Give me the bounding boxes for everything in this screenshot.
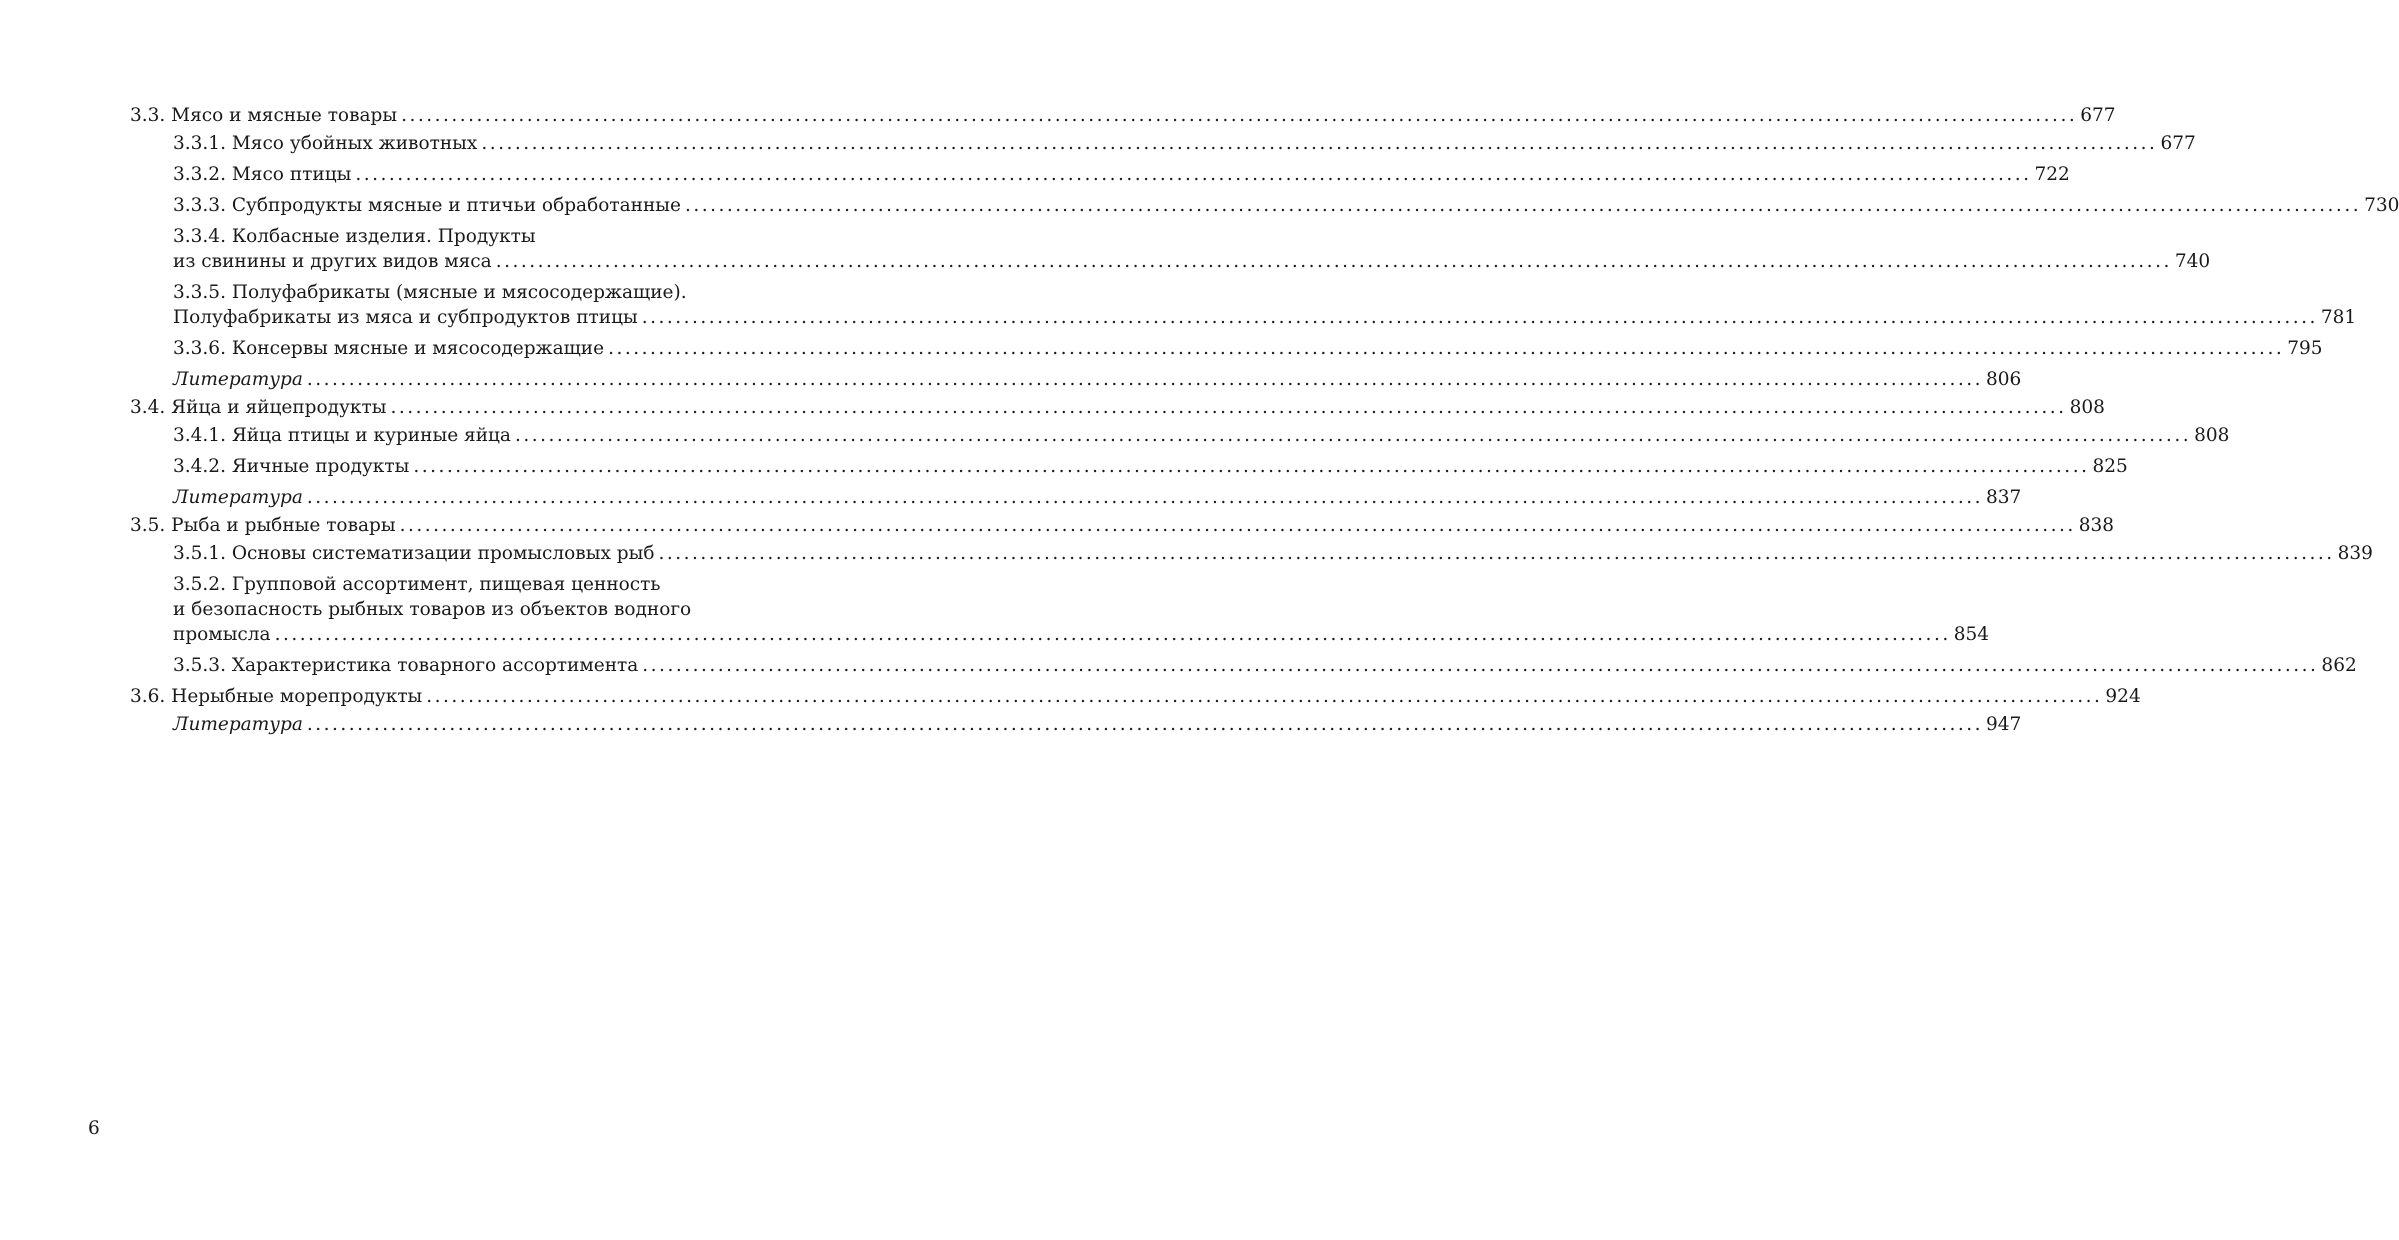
toc-entry-last-line [130, 513, 2115, 538]
dot-leader: ........................................................................................................................................................................................................ [514, 425, 2192, 446]
toc-page-number: 947 [1986, 714, 2022, 735]
toc-page-number: 825 [2092, 456, 2128, 477]
toc-entry-last-line [130, 395, 2105, 420]
toc-entry-title: 3.4.1. Яйца птицы и куриные яйца [173, 425, 511, 446]
toc-entry-last-line [173, 249, 2211, 274]
dot-leader: ........................................................................................................................................................................................................ [306, 714, 1983, 735]
toc-entry-title: Литература [173, 714, 303, 735]
toc-entry-title-line: 3.3.5. Полуфабрикаты (мясные и мясосодержащие). [173, 282, 687, 303]
toc-entry-title-line: 3.3.4. Колбасные изделия. Продукты [173, 226, 536, 247]
toc-entry[interactable] [173, 653, 2357, 678]
toc-page-number: 722 [2034, 164, 2070, 185]
toc-page-number: 838 [2078, 515, 2115, 536]
toc-entry[interactable] [173, 224, 2211, 274]
toc-entry-title-line: и безопасность рыбных товаров из объектов водного [173, 599, 692, 620]
toc-entry-last-line [173, 193, 2399, 218]
dot-leader: ........................................................................................................................................................................................................ [641, 307, 2318, 328]
toc-page-number: 677 [2160, 133, 2196, 154]
toc-entry[interactable] [173, 423, 2230, 448]
toc-entry-title: из свинины и других видов мяса [173, 251, 492, 272]
toc-entry[interactable] [130, 684, 2141, 709]
toc-entry-last-line [173, 131, 2196, 156]
toc-entry[interactable] [130, 103, 2116, 128]
toc-entry[interactable] [173, 162, 2070, 187]
dot-leader: ........................................................................................................................................................................................................ [426, 686, 2103, 707]
toc-entry[interactable] [173, 572, 1990, 647]
dot-leader: ........................................................................................................................................................................................................ [306, 487, 1983, 508]
toc-entry-last-line [173, 622, 1990, 647]
toc-entry-title: Литература [173, 369, 303, 390]
toc-entry[interactable] [173, 336, 2323, 361]
dot-leader: ........................................................................................................................................................................................................ [608, 338, 2285, 359]
toc-entry[interactable] [173, 454, 2128, 479]
dot-leader: ........................................................................................................................................................................................................ [399, 515, 2076, 536]
dot-leader: ........................................................................................................................................................................................................ [306, 369, 1983, 390]
toc-entry[interactable] [173, 280, 2357, 330]
toc-entry-last-line [173, 712, 2022, 737]
toc-entry-title: 3.4. Яйца и яйцепродукты [130, 397, 387, 418]
toc-page-number: 837 [1986, 487, 2022, 508]
dot-leader: ........................................................................................................................................................................................................ [390, 397, 2067, 418]
dot-leader: ........................................................................................................................................................................................................ [684, 195, 2362, 216]
toc-page-number: 677 [2080, 105, 2116, 126]
dot-leader: ........................................................................................................................................................................................................ [658, 543, 2335, 564]
toc-page-number: 808 [2194, 425, 2230, 446]
toc-page-number: 781 [2320, 307, 2357, 328]
toc-page-number: 839 [2337, 543, 2373, 564]
dot-leader: ........................................................................................................................................................................................................ [481, 133, 2158, 154]
toc-entry-last-line [130, 103, 2116, 128]
toc-entry[interactable] [173, 193, 2399, 218]
toc-entry[interactable] [173, 541, 2373, 566]
dot-leader: ........................................................................................................................................................................................................ [401, 105, 2078, 126]
toc-entry[interactable] [173, 712, 2022, 737]
toc-entry-last-line [173, 653, 2357, 678]
toc-entry-title: 3.3.6. Консервы мясные и мясосодержащие [173, 338, 605, 359]
toc-entry-title: 3.3. Мясо и мясные товары [130, 105, 398, 126]
dot-leader: ........................................................................................................................................................................................................ [413, 456, 2090, 477]
dot-leader: ........................................................................................................................................................................................................ [495, 251, 2172, 272]
toc-page-number: 854 [1953, 624, 1990, 645]
toc-page-number: 924 [2105, 686, 2141, 707]
toc-entry-last-line [130, 684, 2141, 709]
toc-entry-title: 3.5.3. Характеристика товарного ассортимента [173, 655, 639, 676]
toc-entry-last-line [173, 485, 2022, 510]
toc-entry-title: 3.3.2. Мясо птицы [173, 164, 352, 185]
toc-entry-title: 3.6. Нерыбные морепродукты [130, 686, 423, 707]
dot-leader: ........................................................................................................................................................................................................ [642, 655, 2319, 676]
toc-entry[interactable] [173, 485, 2022, 510]
dot-leader: ........................................................................................................................................................................................................ [274, 624, 1951, 645]
toc-entry[interactable] [130, 395, 2105, 420]
page-number: 6 [88, 1118, 100, 1139]
toc-page-number: 795 [2287, 338, 2323, 359]
toc-entry-title-line: 3.5.2. Групповой ассортимент, пищевая ценность [173, 574, 661, 595]
toc-entry-last-line [173, 162, 2070, 187]
toc-entry-last-line [173, 336, 2323, 361]
toc-entry-last-line [173, 541, 2373, 566]
toc-page-number: 862 [2321, 655, 2357, 676]
toc-entry-title: Литература [173, 487, 303, 508]
toc-entry-title: 3.4.2. Яичные продукты [173, 456, 410, 477]
toc-entry-last-line [173, 454, 2128, 479]
toc-entry[interactable] [173, 367, 2022, 392]
toc-entry[interactable] [130, 513, 2115, 538]
toc-entry-last-line [173, 423, 2230, 448]
toc-entry-title: 3.5.1. Основы систематизации промысловых рыб [173, 543, 655, 564]
toc-entry-title: 3.3.1. Мясо убойных животных [173, 133, 478, 154]
toc-entry-last-line [173, 305, 2357, 330]
toc-page-number: 740 [2174, 251, 2211, 272]
toc-entry-last-line [173, 367, 2022, 392]
table-of-contents [130, 103, 2399, 740]
toc-page-number: 808 [2069, 397, 2105, 418]
toc-entry-title: Полуфабрикаты из мяса и субпродуктов птицы [173, 307, 638, 328]
toc-page-number: 806 [1986, 369, 2022, 390]
toc-entry-title: 3.3.3. Субпродукты мясные и птичьи обработанные [173, 195, 681, 216]
toc-page-number: 730 [2364, 195, 2399, 216]
toc-entry[interactable] [173, 131, 2196, 156]
toc-entry-title: промысла [173, 624, 271, 645]
dot-leader: ........................................................................................................................................................................................................ [355, 164, 2032, 185]
toc-entry-title: 3.5. Рыба и рыбные товары [130, 515, 396, 536]
